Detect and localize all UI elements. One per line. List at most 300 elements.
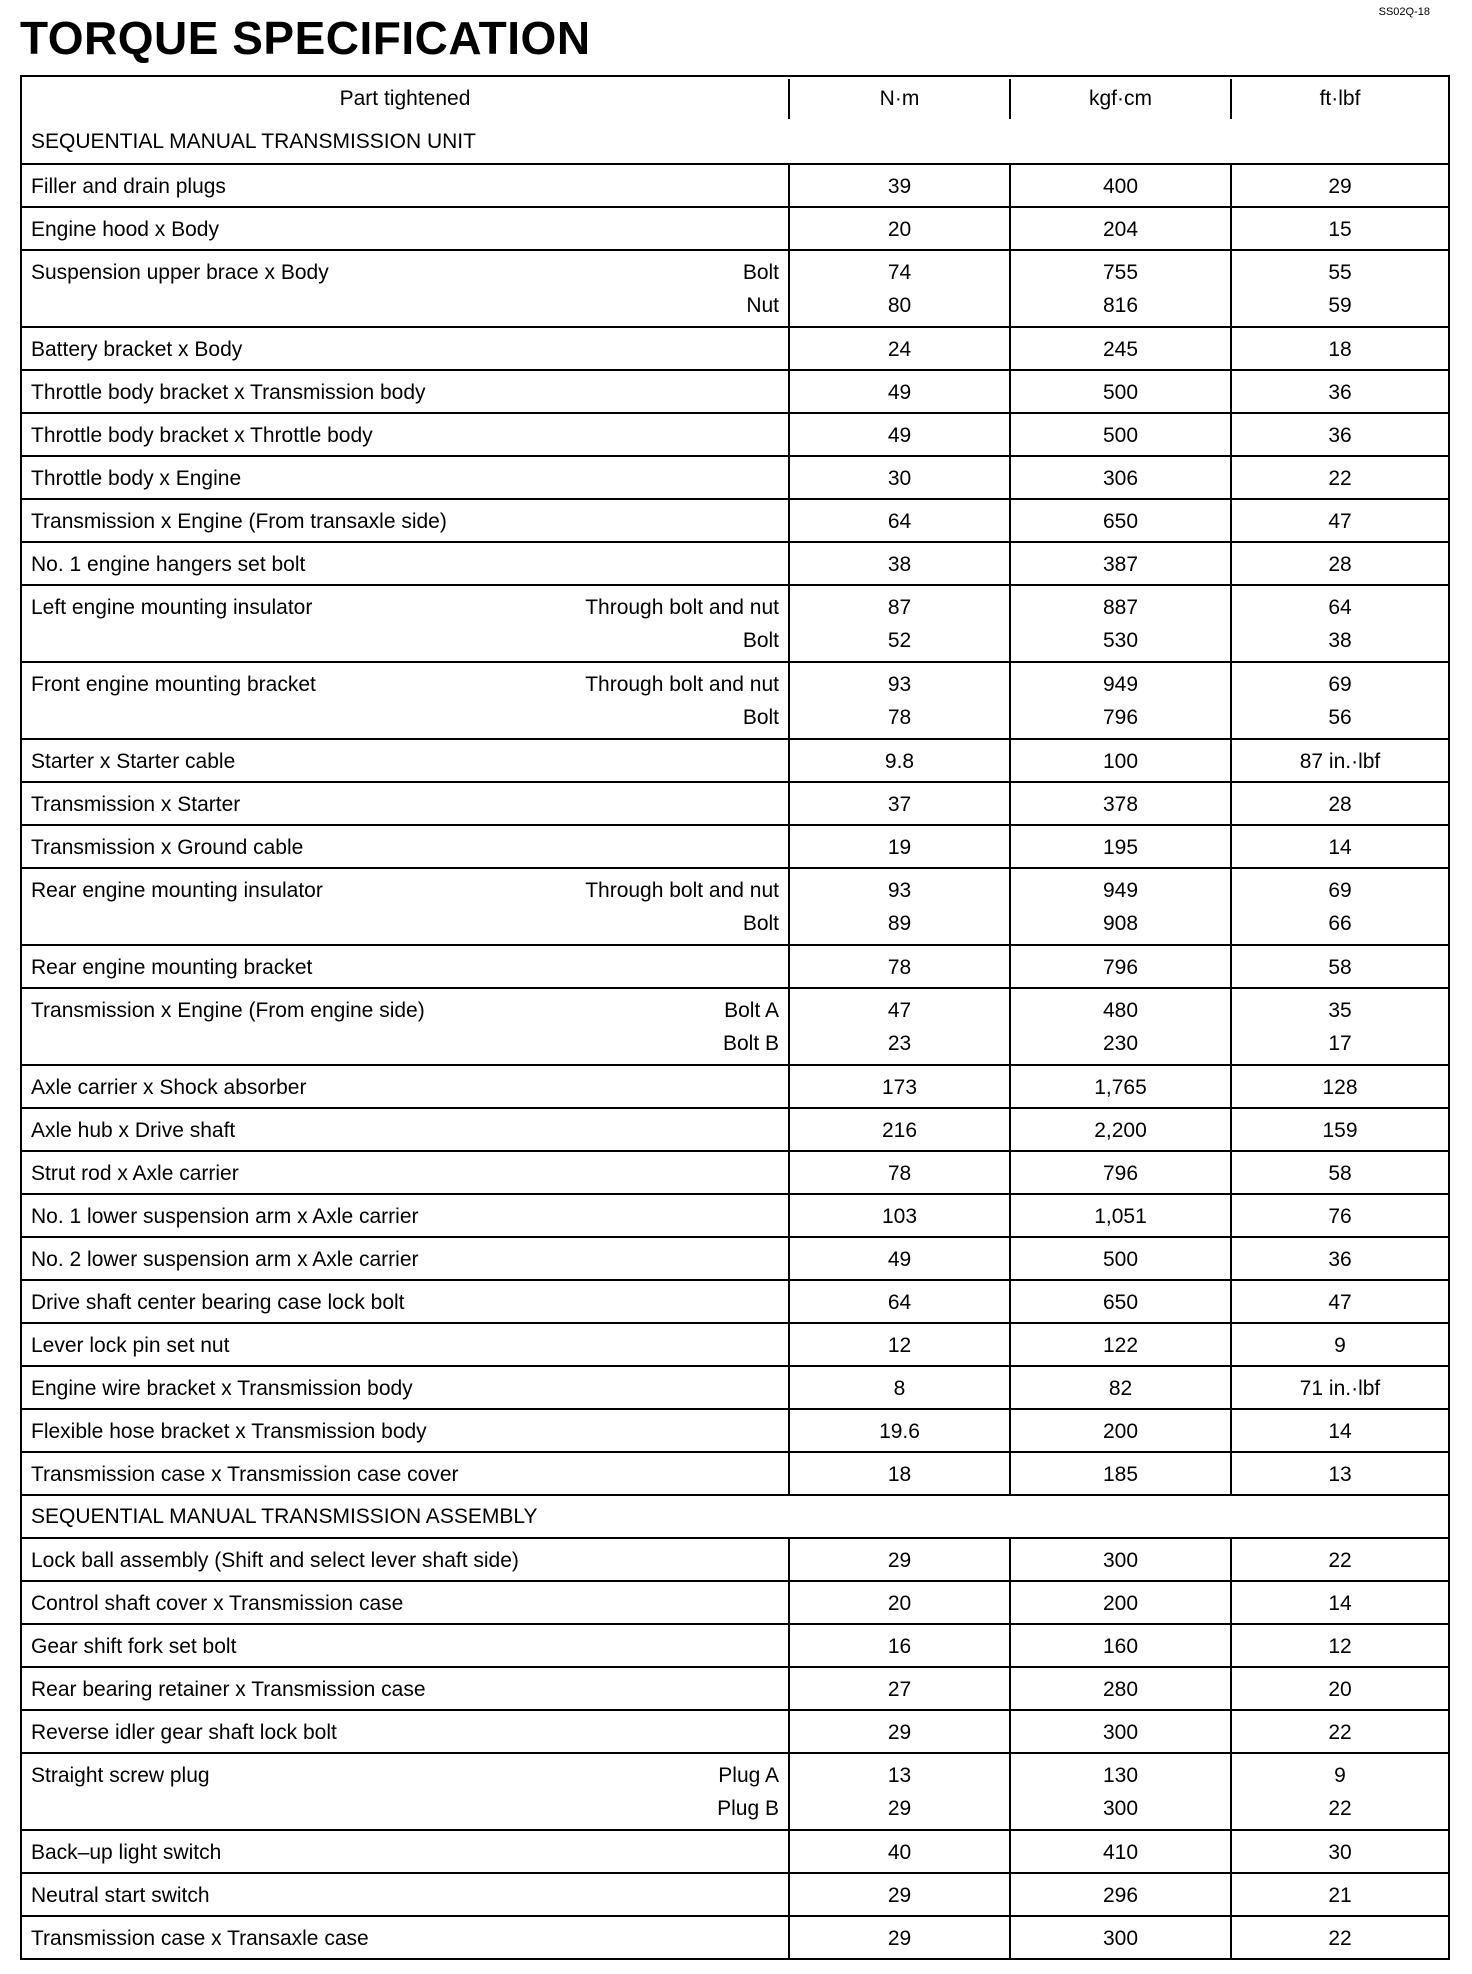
kgf-value: 410 <box>1102 1841 1139 1864</box>
ftlbf-value-cell <box>1232 371 1448 412</box>
table-row <box>22 824 1448 867</box>
part-name: Neutral start switch <box>31 1884 210 1907</box>
part-cell <box>22 371 790 412</box>
kgf-value: 887 <box>1102 596 1139 619</box>
part-cell <box>22 1324 790 1365</box>
ftlbf-value-cell <box>1232 1324 1448 1365</box>
part-name: Drive shaft center bearing case lock bolt <box>31 1291 405 1314</box>
fastener-label: Bolt B <box>722 1032 779 1055</box>
nm-value: 29 <box>887 1927 912 1950</box>
kgf-value-cell <box>1011 1410 1232 1451</box>
table-row <box>22 163 1448 206</box>
nm-value-cell <box>790 1152 1011 1193</box>
kgf-value: 378 <box>1102 793 1139 816</box>
kgf-value: 500 <box>1102 424 1139 447</box>
table-row <box>22 738 1448 781</box>
kgf-value-cell <box>1011 1238 1232 1279</box>
section-header: SEQUENTIAL MANUAL TRANSMISSION UNIT <box>31 129 476 153</box>
page-title: TORQUE SPECIFICATION <box>20 12 591 64</box>
ftlbf-value-cell <box>1232 1453 1448 1494</box>
ftlbf-value: 38 <box>1328 629 1352 652</box>
part-name: Battery bracket x Body <box>31 338 243 361</box>
ftlbf-value: 22 <box>1328 1797 1352 1820</box>
table-row <box>22 1322 1448 1365</box>
ftlbf-value-cell <box>1232 663 1448 738</box>
ftlbf-value-cell <box>1232 1831 1448 1872</box>
kgf-value-cell <box>1011 663 1232 738</box>
ftlbf-value: 22 <box>1328 1549 1352 1572</box>
part-name: Engine wire bracket x Transmission body <box>31 1377 413 1400</box>
nm-value: 49 <box>887 424 912 447</box>
nm-value-cell <box>790 251 1011 326</box>
ftlbf-value-cell <box>1232 783 1448 824</box>
ftlbf-value: 47 <box>1328 510 1352 533</box>
nm-value-cell <box>790 1410 1011 1451</box>
nm-value: 18 <box>887 1463 912 1486</box>
part-name: Transmission x Engine (From engine side) <box>31 999 425 1022</box>
nm-value: 19 <box>887 836 912 859</box>
nm-value-cell <box>790 1625 1011 1666</box>
table-row <box>22 944 1448 987</box>
part-cell <box>22 989 790 1064</box>
ftlbf-value-cell <box>1232 328 1448 369</box>
ftlbf-value: 12 <box>1328 1635 1352 1658</box>
nm-value: 20 <box>887 1592 912 1615</box>
nm-value-cell <box>790 1831 1011 1872</box>
table-row <box>22 249 1448 326</box>
kgf-value-cell <box>1011 740 1232 781</box>
ftlbf-value: 22 <box>1328 467 1352 490</box>
part-cell <box>22 1410 790 1451</box>
table-row <box>22 1829 1448 1872</box>
nm-value: 40 <box>887 1841 912 1864</box>
kgf-value-cell <box>1011 869 1232 944</box>
ftlbf-value-cell <box>1232 946 1448 987</box>
header-kgf: kgf·cm <box>1011 79 1232 119</box>
part-name: Flexible hose bracket x Transmission body <box>31 1420 427 1443</box>
nm-value: 64 <box>887 1291 912 1314</box>
part-cell <box>22 1367 790 1408</box>
kgf-value-cell <box>1011 989 1232 1064</box>
ftlbf-value-cell <box>1232 989 1448 1064</box>
fastener-label: Bolt <box>742 629 779 652</box>
ftlbf-value-cell <box>1232 1668 1448 1709</box>
part-cell <box>22 740 790 781</box>
kgf-value: 796 <box>1102 706 1139 729</box>
nm-value: 30 <box>887 467 912 490</box>
part-name: Straight screw plug <box>31 1764 210 1787</box>
kgf-value: 200 <box>1102 1592 1139 1615</box>
table-row <box>22 1915 1448 1958</box>
header-part: Part tightened <box>22 79 790 119</box>
part-name: Axle hub x Drive shaft <box>31 1119 236 1142</box>
document-code: SS02Q-18 <box>1378 6 1430 18</box>
ftlbf-value: 69 <box>1328 879 1352 902</box>
nm-value: 89 <box>887 912 912 935</box>
ftlbf-value: 56 <box>1328 706 1352 729</box>
nm-value-cell <box>790 869 1011 944</box>
part-name: Engine hood x Body <box>31 218 219 241</box>
part-name: Control shaft cover x Transmission case <box>31 1592 404 1615</box>
kgf-value-cell <box>1011 251 1232 326</box>
nm-value: 87 <box>887 596 912 619</box>
kgf-value: 300 <box>1102 1721 1139 1744</box>
part-name: Starter x Starter cable <box>31 750 236 773</box>
nm-value-cell <box>790 1109 1011 1150</box>
part-name: Transmission x Starter <box>31 793 241 816</box>
ftlbf-value: 22 <box>1328 1721 1352 1744</box>
nm-value: 74 <box>887 261 912 284</box>
nm-value: 78 <box>887 956 912 979</box>
part-cell <box>22 869 790 944</box>
nm-value-cell <box>790 740 1011 781</box>
ftlbf-value: 64 <box>1328 596 1352 619</box>
fastener-label: Bolt A <box>724 999 779 1022</box>
kgf-value-cell <box>1011 1539 1232 1580</box>
kgf-value: 650 <box>1102 510 1139 533</box>
kgf-value: 2,200 <box>1094 1119 1147 1142</box>
table-row <box>22 661 1448 738</box>
kgf-value: 300 <box>1102 1797 1139 1820</box>
kgf-value-cell <box>1011 1754 1232 1829</box>
nm-value-cell <box>790 1539 1011 1580</box>
ftlbf-value: 14 <box>1328 1420 1352 1443</box>
part-name: Transmission case x Transaxle case <box>31 1927 369 1950</box>
ftlbf-value-cell <box>1232 500 1448 541</box>
ftlbf-value-cell <box>1232 1281 1448 1322</box>
nm-value-cell <box>790 1668 1011 1709</box>
ftlbf-value-cell <box>1232 586 1448 661</box>
ftlbf-value-cell <box>1232 251 1448 326</box>
kgf-value-cell <box>1011 500 1232 541</box>
ftlbf-value: 36 <box>1328 1248 1352 1271</box>
ftlbf-value-cell <box>1232 1582 1448 1623</box>
ftlbf-value: 71 in.·lbf <box>1299 1377 1381 1400</box>
nm-value: 29 <box>887 1721 912 1744</box>
part-cell <box>22 543 790 584</box>
kgf-value: 280 <box>1102 1678 1139 1701</box>
ftlbf-value: 47 <box>1328 1291 1352 1314</box>
table-row <box>22 455 1448 498</box>
ftlbf-value: 35 <box>1328 999 1352 1022</box>
ftlbf-value-cell <box>1232 1195 1448 1236</box>
part-name: Left engine mounting insulator <box>31 596 313 619</box>
ftlbf-value: 9 <box>1334 1334 1346 1357</box>
part-cell <box>22 1582 790 1623</box>
table-row <box>22 1872 1448 1915</box>
kgf-value: 130 <box>1102 1764 1139 1787</box>
kgf-value: 796 <box>1102 1162 1139 1185</box>
nm-value-cell <box>790 1281 1011 1322</box>
ftlbf-value: 15 <box>1328 218 1352 241</box>
kgf-value-cell <box>1011 1711 1232 1752</box>
nm-value: 13 <box>887 1764 912 1787</box>
nm-value: 16 <box>887 1635 912 1658</box>
nm-value: 78 <box>887 1162 912 1185</box>
part-cell <box>22 414 790 455</box>
table-row <box>22 1451 1448 1494</box>
ftlbf-value-cell <box>1232 740 1448 781</box>
ftlbf-value: 17 <box>1328 1032 1352 1055</box>
part-name: Reverse idler gear shaft lock bolt <box>31 1721 337 1744</box>
kgf-value-cell <box>1011 208 1232 249</box>
table-row <box>22 1709 1448 1752</box>
kgf-value-cell <box>1011 1324 1232 1365</box>
ftlbf-value: 20 <box>1328 1678 1352 1701</box>
nm-value: 103 <box>881 1205 918 1228</box>
header-nm: N·m <box>790 79 1011 119</box>
kgf-value-cell <box>1011 1367 1232 1408</box>
table-row <box>22 1537 1448 1580</box>
fastener-label: Plug B <box>717 1797 779 1820</box>
kgf-value-cell <box>1011 1066 1232 1107</box>
kgf-value: 908 <box>1102 912 1139 935</box>
kgf-value: 306 <box>1102 467 1139 490</box>
kgf-value-cell <box>1011 1874 1232 1915</box>
part-cell <box>22 1917 790 1958</box>
part-cell <box>22 1453 790 1494</box>
nm-value: 49 <box>887 381 912 404</box>
part-cell <box>22 165 790 206</box>
kgf-value: 204 <box>1102 218 1139 241</box>
fastener-label: Bolt <box>742 912 779 935</box>
kgf-value-cell <box>1011 1582 1232 1623</box>
nm-value: 29 <box>887 1797 912 1820</box>
kgf-value: 755 <box>1102 261 1139 284</box>
nm-value-cell <box>790 371 1011 412</box>
fastener-label: Through bolt and nut <box>585 596 779 619</box>
kgf-value: 200 <box>1102 1420 1139 1443</box>
table-row <box>22 987 1448 1064</box>
nm-value-cell <box>790 826 1011 867</box>
kgf-value-cell <box>1011 543 1232 584</box>
nm-value: 23 <box>887 1032 912 1055</box>
kgf-value-cell <box>1011 414 1232 455</box>
ftlbf-value: 29 <box>1328 175 1352 198</box>
kgf-value-cell <box>1011 1831 1232 1872</box>
table-row <box>22 1236 1448 1279</box>
nm-value: 24 <box>887 338 912 361</box>
table-row <box>22 1193 1448 1236</box>
kgf-value-cell <box>1011 586 1232 661</box>
table-row <box>22 1150 1448 1193</box>
nm-value: 49 <box>887 1248 912 1271</box>
ftlbf-value: 14 <box>1328 836 1352 859</box>
nm-value-cell <box>790 1195 1011 1236</box>
table-row <box>22 584 1448 661</box>
table-body <box>22 120 1448 1958</box>
kgf-value-cell <box>1011 165 1232 206</box>
ftlbf-value-cell <box>1232 1109 1448 1150</box>
kgf-value: 296 <box>1102 1884 1139 1907</box>
kgf-value: 816 <box>1102 294 1139 317</box>
part-cell <box>22 208 790 249</box>
part-name: Axle carrier x Shock absorber <box>31 1076 307 1099</box>
nm-value: 80 <box>887 294 912 317</box>
ftlbf-value: 36 <box>1328 381 1352 404</box>
part-cell <box>22 1539 790 1580</box>
kgf-value: 1,765 <box>1094 1076 1147 1099</box>
nm-value-cell <box>790 989 1011 1064</box>
part-name: Rear bearing retainer x Transmission case <box>31 1678 426 1701</box>
part-name: No. 1 lower suspension arm x Axle carrier <box>31 1205 419 1228</box>
nm-value: 173 <box>881 1076 918 1099</box>
ftlbf-value-cell <box>1232 1754 1448 1829</box>
part-cell <box>22 1152 790 1193</box>
table-row <box>22 867 1448 944</box>
part-cell <box>22 1754 790 1829</box>
table-row <box>22 541 1448 584</box>
nm-value: 8 <box>893 1377 906 1400</box>
nm-value: 20 <box>887 218 912 241</box>
nm-value: 47 <box>887 999 912 1022</box>
part-name: No. 2 lower suspension arm x Axle carrier <box>31 1248 419 1271</box>
table-row <box>22 1752 1448 1829</box>
ftlbf-value-cell <box>1232 414 1448 455</box>
nm-value: 39 <box>887 175 912 198</box>
table-row <box>22 498 1448 541</box>
nm-value-cell <box>790 1066 1011 1107</box>
ftlbf-value-cell <box>1232 826 1448 867</box>
nm-value-cell <box>790 783 1011 824</box>
nm-value-cell <box>790 1238 1011 1279</box>
nm-value-cell <box>790 500 1011 541</box>
ftlbf-value-cell <box>1232 1625 1448 1666</box>
ftlbf-value: 59 <box>1328 294 1352 317</box>
nm-value: 52 <box>887 629 912 652</box>
ftlbf-value: 159 <box>1322 1119 1358 1142</box>
kgf-value-cell <box>1011 783 1232 824</box>
kgf-value: 245 <box>1102 338 1139 361</box>
nm-value: 38 <box>887 553 912 576</box>
header-ftlbf: ft·lbf <box>1319 86 1361 110</box>
kgf-value: 300 <box>1102 1927 1139 1950</box>
ftlbf-value-cell <box>1232 1238 1448 1279</box>
torque-table <box>20 75 1450 1960</box>
kgf-value: 387 <box>1102 553 1139 576</box>
table-header-row <box>22 77 1448 120</box>
ftlbf-value: 58 <box>1328 1162 1352 1185</box>
nm-value-cell <box>790 1324 1011 1365</box>
kgf-value-cell <box>1011 946 1232 987</box>
nm-value: 37 <box>887 793 912 816</box>
kgf-value-cell <box>1011 1453 1232 1494</box>
kgf-value-cell <box>1011 1195 1232 1236</box>
kgf-value: 195 <box>1102 836 1139 859</box>
kgf-value-cell <box>1011 1281 1232 1322</box>
kgf-value-cell <box>1011 1109 1232 1150</box>
ftlbf-value-cell <box>1232 869 1448 944</box>
table-row <box>22 1279 1448 1322</box>
ftlbf-value-cell <box>1232 1917 1448 1958</box>
kgf-value: 122 <box>1102 1334 1139 1357</box>
part-cell <box>22 1711 790 1752</box>
part-cell <box>22 663 790 738</box>
ftlbf-value-cell <box>1232 165 1448 206</box>
kgf-value-cell <box>1011 1668 1232 1709</box>
ftlbf-value: 13 <box>1328 1463 1352 1486</box>
ftlbf-value: 30 <box>1328 1841 1352 1864</box>
ftlbf-value: 14 <box>1328 1592 1352 1615</box>
part-name: Front engine mounting bracket <box>31 673 316 696</box>
ftlbf-value: 69 <box>1328 673 1352 696</box>
ftlbf-value-cell <box>1232 1367 1448 1408</box>
part-cell <box>22 1238 790 1279</box>
nm-value-cell <box>790 1367 1011 1408</box>
part-name: Lever lock pin set nut <box>31 1334 230 1357</box>
kgf-value: 160 <box>1102 1635 1139 1658</box>
kgf-value: 949 <box>1102 879 1139 902</box>
kgf-value: 500 <box>1102 1248 1139 1271</box>
table-row <box>22 326 1448 369</box>
table-row <box>22 369 1448 412</box>
ftlbf-value-cell <box>1232 208 1448 249</box>
nm-value: 29 <box>887 1884 912 1907</box>
nm-value: 78 <box>887 706 912 729</box>
nm-value-cell <box>790 946 1011 987</box>
nm-value-cell <box>790 414 1011 455</box>
part-name: Throttle body bracket x Throttle body <box>31 424 373 447</box>
nm-value: 216 <box>881 1119 918 1142</box>
ftlbf-value: 28 <box>1328 793 1352 816</box>
part-cell <box>22 783 790 824</box>
nm-value-cell <box>790 457 1011 498</box>
fastener-label: Through bolt and nut <box>585 673 779 696</box>
fastener-label: Nut <box>746 294 779 317</box>
part-cell <box>22 1109 790 1150</box>
fastener-label: Bolt <box>742 706 779 729</box>
section-header: SEQUENTIAL MANUAL TRANSMISSION ASSEMBLY <box>22 1494 1448 1537</box>
kgf-value: 100 <box>1102 750 1139 773</box>
nm-value: 12 <box>887 1334 912 1357</box>
nm-value-cell <box>790 586 1011 661</box>
kgf-value: 796 <box>1102 956 1139 979</box>
part-cell <box>22 500 790 541</box>
kgf-value: 82 <box>1108 1377 1133 1400</box>
nm-value: 93 <box>887 879 912 902</box>
part-name: Rear engine mounting bracket <box>31 956 313 979</box>
nm-value-cell <box>790 1711 1011 1752</box>
part-cell <box>22 1066 790 1107</box>
kgf-value: 650 <box>1102 1291 1139 1314</box>
ftlbf-value-cell <box>1232 1874 1448 1915</box>
ftlbf-value-cell <box>1232 457 1448 498</box>
part-name: Transmission x Ground cable <box>31 836 304 859</box>
ftlbf-value: 58 <box>1328 956 1352 979</box>
nm-value-cell <box>790 208 1011 249</box>
part-cell <box>22 1625 790 1666</box>
part-cell <box>22 826 790 867</box>
ftlbf-value: 128 <box>1322 1076 1358 1099</box>
table-row <box>22 781 1448 824</box>
kgf-value-cell <box>1011 457 1232 498</box>
ftlbf-value-cell <box>1232 1711 1448 1752</box>
ftlbf-value-cell <box>1232 1539 1448 1580</box>
kgf-value: 500 <box>1102 381 1139 404</box>
part-cell <box>22 1195 790 1236</box>
part-name: Suspension upper brace x Body <box>31 261 329 284</box>
ftlbf-value: 21 <box>1328 1884 1352 1907</box>
fastener-label: Plug A <box>718 1764 779 1787</box>
table-row <box>22 1623 1448 1666</box>
nm-value-cell <box>790 165 1011 206</box>
kgf-value: 530 <box>1102 629 1139 652</box>
ftlbf-value: 22 <box>1328 1927 1352 1950</box>
part-name: Rear engine mounting insulator <box>31 879 323 902</box>
ftlbf-value: 9 <box>1334 1764 1346 1787</box>
table-row <box>22 206 1448 249</box>
part-name: Lock ball assembly (Shift and select lever shaft side) <box>31 1549 519 1572</box>
